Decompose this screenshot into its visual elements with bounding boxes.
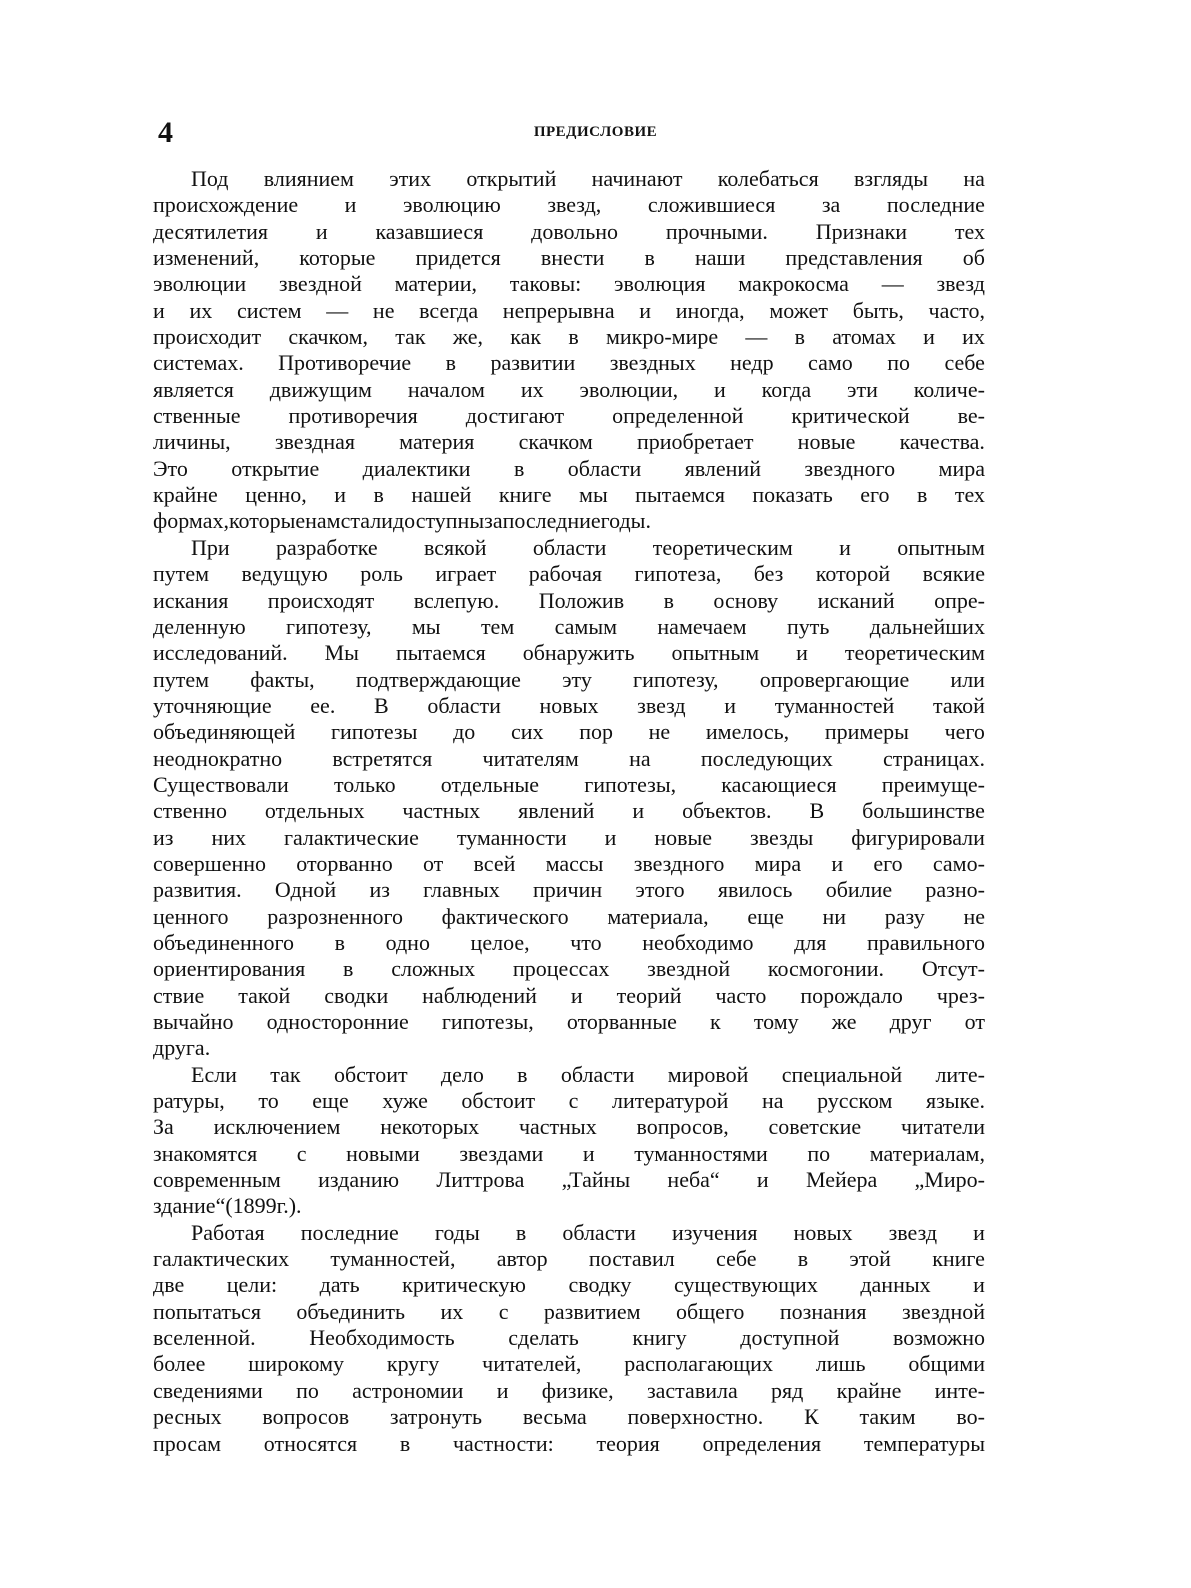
- text-line: является движущим началом их эволюции, и когда эти количе-: [153, 376, 985, 402]
- text-line: Существовали только отдельные гипотезы, касающиеся преимуще-: [153, 771, 985, 797]
- text-line: друга.: [153, 1035, 211, 1061]
- text-line: личины, звездная материя скачком приобретает новые качества.: [153, 429, 985, 455]
- text-line: сведениями по астрономии и физике, заставила ряд крайне инте-: [153, 1377, 985, 1403]
- text-line: Это открытие диалектики в области явлений звездного мира: [153, 455, 985, 481]
- text-line: более широкому кругу читателей, располагающих лишь общими: [153, 1351, 985, 1377]
- body-text: [153, 166, 985, 1457]
- text-line: и их систем — не всегда непрерывна и иногда, может быть, часто,: [153, 297, 985, 323]
- text-line: деленную гипотезу, мы тем самым намечаем путь дальнейших: [153, 613, 985, 639]
- text-line: происхождение и эволюцию звезд, сложившиеся за последние: [153, 192, 985, 218]
- text-line: системах. Противоречие в развитии звездных недр само по себе: [153, 350, 985, 376]
- text-line: изменений, которые придется внести в наши представления об: [153, 245, 985, 271]
- text-line: исследований. Мы пытаемся обнаружить опытным и теоретическим: [153, 640, 985, 666]
- page-number: 4: [158, 116, 173, 149]
- text-line: вычайно односторонние гипотезы, оторванные к тому же друг от: [153, 1009, 985, 1034]
- text-line: современным изданию Литтрова „Тайны неба“ и Мейера „Миро-: [153, 1167, 985, 1193]
- text-line: ратуры, то еще хуже обстоит с литературой на русском языке.: [153, 1088, 985, 1114]
- text-line: вселенной. Необходимость сделать книгу доступной возможно: [153, 1325, 985, 1351]
- text-line: совершенно оторванно от всей массы звездного мира и его само-: [153, 850, 985, 876]
- text-line: Под влиянием этих открытий начинают колебаться взгляды на: [191, 166, 985, 191]
- text-line: неоднократно встретятся читателям на последующих страницах.: [153, 745, 985, 771]
- text-line: происходит скачком, так же, как в микро-мире — в атомах и их: [153, 324, 985, 350]
- text-line: искания происходят вслепую. Положив в основу исканий опре-: [153, 587, 985, 613]
- text-line: эволюции звездной материи, таковы: эволюция макрокосма — звезд: [153, 271, 985, 297]
- paragraph: [153, 535, 985, 1062]
- text-line: десятилетия и казавшиеся довольно прочными. Признаки тех: [153, 218, 985, 244]
- text-line: ственно отдельных частных явлений и объектов. В большинстве: [153, 798, 985, 824]
- text-line: галактических туманностей, автор поставил себе в этой книге: [153, 1246, 985, 1272]
- text-line: уточняющие ее. В области новых звезд и туманностей такой: [153, 692, 985, 718]
- text-line: путем факты, подтверждающие эту гипотезу, опровергающие или: [153, 666, 985, 692]
- text-line: развития. Одной из главных причин этого явилось обилие разно-: [153, 877, 985, 903]
- paragraph: [153, 166, 985, 535]
- text-line: Если так обстоит дело в области мировой специальной лите-: [191, 1061, 985, 1087]
- text-line: ориентирования в сложных процессах звездной космогонии. Отсут-: [153, 956, 985, 982]
- text-line: За исключением некоторых частных вопросов, советские читатели: [153, 1114, 985, 1140]
- text-line: знакомятся с новыми звездами и туманностями по материалам,: [153, 1140, 985, 1166]
- text-line: попытаться объединить их с развитием общего познания звездной: [153, 1298, 985, 1324]
- text-line: Работая последние годы в области изучения новых звезд и: [191, 1219, 985, 1245]
- text-line: объединяющей гипотезы до сих пор не имелось, примеры чего: [153, 719, 985, 745]
- text-line: ственные противоречия достигают определенной критической ве-: [153, 403, 985, 429]
- paragraph: [153, 1220, 985, 1457]
- text-line: путем ведущую роль играет рабочая гипотеза, без которой всякие: [153, 561, 985, 587]
- text-line: две цели: дать критическую сводку существующих данных и: [153, 1272, 985, 1298]
- text-line: из них галактические туманности и новые звезды фигурировали: [153, 824, 985, 850]
- text-line: объединенного в одно целое, что необходимо для правильного: [153, 929, 985, 955]
- running-title: ПРЕДИСЛОВИЕ: [533, 124, 658, 140]
- text-line: здание“ (1899 г.).: [153, 1193, 302, 1219]
- text-line: ресных вопросов затронуть весьма поверхностно. К таким во-: [153, 1404, 985, 1430]
- text-line: просам относятся в частности: теория определения температуры: [153, 1430, 985, 1456]
- text-line: ценного разрозненного фактического материала, еще ни разу не: [153, 903, 985, 929]
- text-line: формах, которые нам стали доступны за последние годы.: [153, 508, 651, 534]
- paragraph: [153, 1062, 985, 1220]
- text-line: крайне ценно, и в нашей книге мы пытаемся показать его в тех: [153, 482, 985, 508]
- text-line: ствие такой сводки наблюдений и теорий часто порождало чрез-: [153, 982, 985, 1008]
- text-line: При разработке всякой области теоретическим и опытным: [191, 534, 985, 560]
